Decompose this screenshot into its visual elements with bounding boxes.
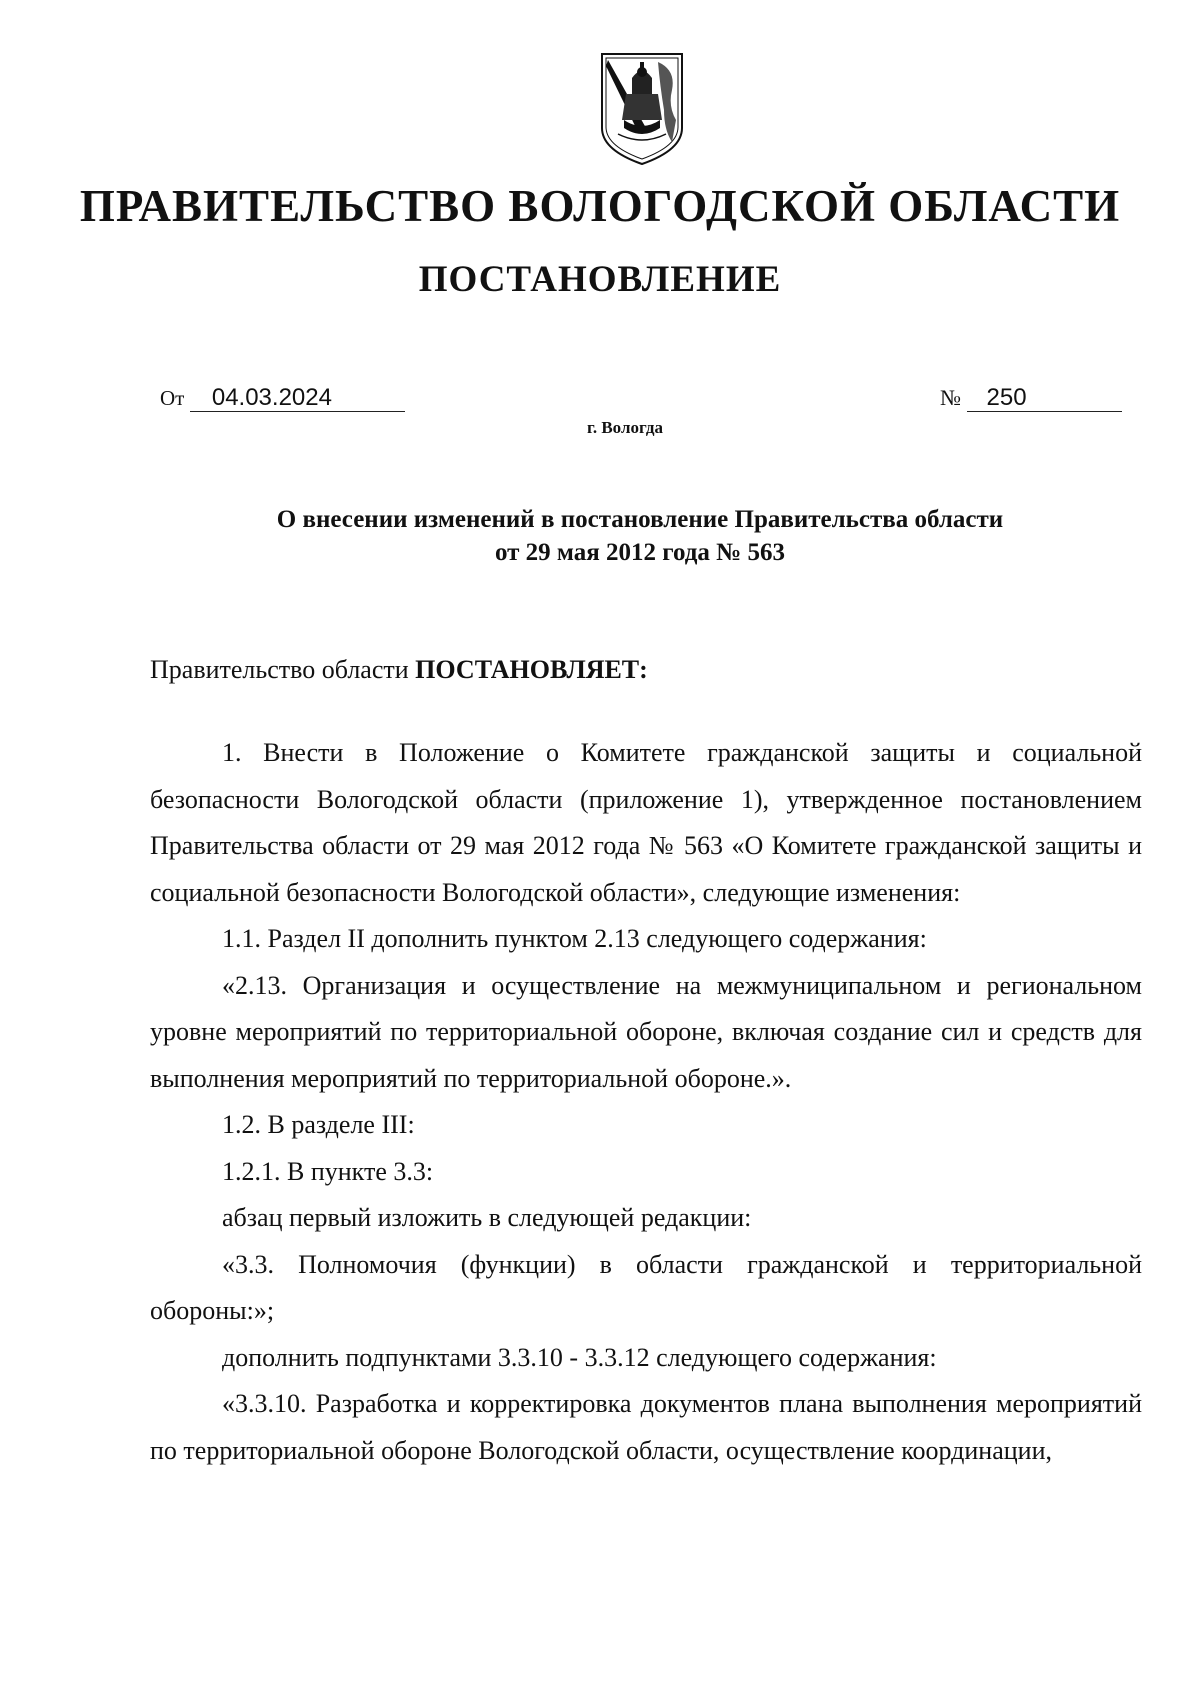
city: г. Вологда [587,418,663,437]
subject-line-1: О внесении изменений в постановление Правительства области [276,506,1004,533]
subject-line-2: от 29 мая 2012 года № 563 [494,539,786,566]
date-prefix: От [160,386,185,410]
paragraph-6: абзац первый изложить в следующей редакции: [222,1203,752,1232]
paragraph-2: 1.1. Раздел II дополнить пунктом 2.13 следующего содержания: [222,924,927,953]
number-value: 250 [967,385,1122,412]
document-subject [150,503,1130,569]
paragraph-8: дополнить подпунктами 3.3.10 - 3.3.12 следующего содержания: [222,1342,937,1372]
paragraph-1: 1. Внести в Положение о Комитете гражданской защиты и социальной безопасности Вологодской области (приложение 1), утвержденное постановлением Правительства области от 29 мая 2012 года № 563 «О Комитете гражданской защиты и социальной безопасности Вологодской области», следующие изменения: [150,738,1142,907]
number-field [940,385,1122,412]
intro-text: Правительство области [150,655,409,684]
document-body [150,730,1142,1474]
coat-of-arms-icon [598,50,686,168]
paragraph-5: 1.2.1. В пункте 3.3: [222,1156,434,1186]
paragraph-7: «3.3. Полномочия (функции) в области гражданской и территориальной обороны:»; [150,1249,1142,1325]
date-value: 04.03.2024 [190,385,405,412]
resolution-intro [150,655,648,685]
date-field [160,385,405,412]
document-type: ПОСТАНОВЛЕНИЕ [418,259,782,300]
paragraph-4: 1.2. В разделе III: [222,1110,415,1139]
intro-bold: ПОСТАНОВЛЯЕТ: [415,655,648,684]
paragraph-3: «2.13. Организация и осуществление на межмуниципальном и региональном уровне мероприятий по территориальной обороне, включая создание сил и средств для выполнения мероприятий по территориальной обороне.». [150,970,1142,1093]
number-prefix: № [940,385,961,410]
government-title: ПРАВИТЕЛЬСТВО ВОЛОГОДСКОЙ ОБЛАСТИ [79,181,1121,231]
paragraph-9: «3.3.10. Разработка и корректировка документов плана выполнения мероприятий по территориальной обороне Вологодской области, осуществление координации, [150,1389,1142,1465]
